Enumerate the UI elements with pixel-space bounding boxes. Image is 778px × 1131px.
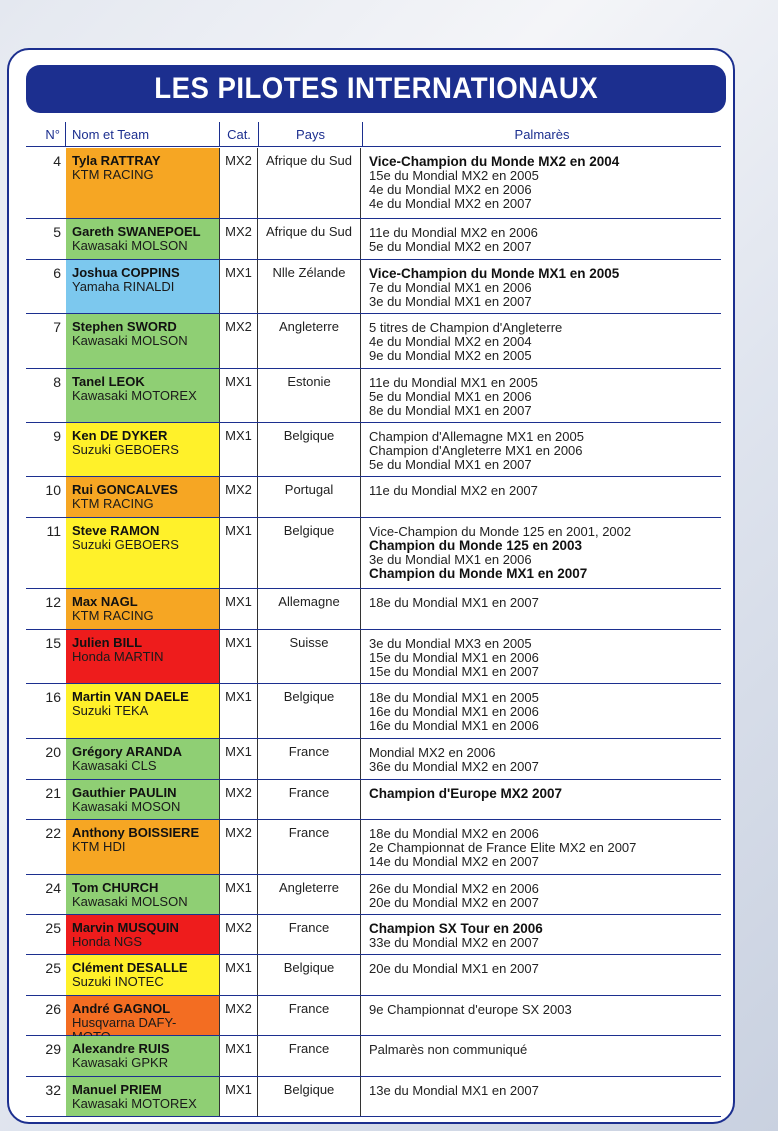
header-num: N° [26, 122, 66, 146]
pilot-number: 7 [53, 319, 61, 335]
pilot-number: 25 [45, 920, 61, 936]
pilot-number: 6 [53, 265, 61, 281]
pilot-country: Belgique [258, 423, 361, 476]
palmares-line: 2e Championnat de France Elite MX2 en 2007 [369, 840, 637, 855]
page-title: LES PILOTES INTERNATIONAUX [154, 72, 598, 105]
palmares-line: Vice-Champion du Monde 125 en 2001, 2002 [369, 524, 632, 539]
palmares-line: 3e du Mondial MX3 en 2005 [369, 636, 532, 651]
palmares-line: 15e du Mondial MX1 en 2007 [369, 664, 539, 679]
pilot-team: Kawasaki MOLSON [72, 333, 188, 348]
pilot-number: 21 [45, 785, 61, 801]
pilot-name: Manuel PRIEM [72, 1082, 162, 1097]
palmares-line: Champion SX Tour en 2006 [369, 921, 543, 936]
pilot-number: 4 [53, 153, 61, 169]
pilot-name-cell [66, 630, 220, 683]
palmares-line: Vice-Champion du Monde MX1 en 2005 [369, 266, 620, 281]
table-row [26, 684, 721, 739]
pilot-country: Nlle Zélande [258, 260, 361, 313]
pilot-category: MX1 [220, 955, 258, 995]
pilot-palmares [361, 996, 721, 1035]
pilot-category: MX1 [220, 1036, 258, 1076]
pilot-palmares [361, 1077, 721, 1116]
pilot-palmares [361, 148, 721, 218]
table-row [26, 875, 721, 915]
palmares-line: 18e du Mondial MX1 en 2005 [369, 690, 539, 705]
pilot-team: Suzuki TEKA [72, 703, 149, 718]
pilot-number: 15 [45, 635, 61, 651]
pilot-number: 16 [45, 689, 61, 705]
pilot-name: Clément DESALLE [72, 960, 188, 975]
pilot-category: MX2 [220, 219, 258, 259]
pilots-table [26, 148, 721, 1117]
pilot-country: Belgique [258, 518, 361, 588]
pilot-number: 25 [45, 960, 61, 976]
pilot-palmares [361, 589, 721, 629]
pilot-name-cell [66, 369, 220, 422]
pilot-name-cell [66, 684, 220, 738]
pilot-category: MX1 [220, 684, 258, 738]
header-cat: Cat. [220, 122, 259, 146]
pilot-team: Kawasaki MOTOREX [72, 1096, 197, 1111]
pilot-name: Tom CHURCH [72, 880, 159, 895]
pilot-category: MX1 [220, 423, 258, 476]
header-name: Nom et Team [66, 122, 220, 146]
table-row [26, 314, 721, 369]
pilot-country: France [258, 739, 361, 779]
table-row [26, 148, 721, 219]
header-palmares: Palmarès [514, 126, 570, 142]
table-row [26, 477, 721, 518]
palmares-line: 4e du Mondial MX2 en 2004 [369, 334, 532, 349]
header-pays: Pays [259, 122, 363, 146]
table-row [26, 820, 721, 875]
pilot-category: MX1 [220, 630, 258, 683]
table-row [26, 423, 721, 477]
pilot-name-cell [66, 875, 220, 914]
table-header [26, 122, 721, 147]
pilot-team: Yamaha RINALDI [72, 279, 175, 294]
pilot-palmares [361, 518, 721, 588]
pilot-name: Ken DE DYKER [72, 428, 168, 443]
pilot-team: Kawasaki MOTOREX [72, 388, 197, 403]
pilot-team: Kawasaki MOSON [72, 799, 181, 814]
table-row [26, 1077, 721, 1117]
pilot-category: MX1 [220, 518, 258, 588]
pilot-country: Angleterre [258, 875, 361, 914]
palmares-line: Champion d'Europe MX2 2007 [369, 786, 563, 801]
pilot-name-cell [66, 314, 220, 368]
palmares-line: Champion du Monde 125 en 2003 [369, 538, 583, 553]
pilot-name: Marvin MUSQUIN [72, 920, 179, 935]
palmares-line: 3e du Mondial MX1 en 2006 [369, 552, 532, 567]
pilot-number: 10 [45, 482, 61, 498]
pilot-country: Afrique du Sud [258, 219, 361, 259]
table-row [26, 1036, 721, 1077]
pilot-number: 12 [45, 594, 61, 610]
palmares-line: Palmarès non communiqué [369, 1042, 528, 1057]
pilot-palmares [361, 955, 721, 995]
pilot-category: MX2 [220, 915, 258, 954]
pilot-team: Suzuki GEBOERS [72, 442, 179, 457]
pilot-category: MX2 [220, 820, 258, 874]
pilot-team: Suzuki GEBOERS [72, 537, 179, 552]
pilot-category: MX1 [220, 875, 258, 914]
pilot-team: KTM RACING [72, 167, 154, 182]
table-row [26, 369, 721, 423]
pilot-name-cell [66, 219, 220, 259]
pilot-name: Julien BILL [72, 635, 143, 650]
pilot-name: Martin VAN DAELE [72, 689, 189, 704]
pilot-country: Allemagne [258, 589, 361, 629]
table-row [26, 589, 721, 630]
table-row [26, 219, 721, 260]
pilot-team: Suzuki INOTEC [72, 974, 164, 989]
palmares-line: 4e du Mondial MX2 en 2007 [369, 196, 532, 211]
pilot-name: Rui GONCALVES [72, 482, 178, 497]
table-row [26, 915, 721, 955]
palmares-line: 4e du Mondial MX2 en 2006 [369, 182, 532, 197]
palmares-line: Mondial MX2 en 2006 [369, 745, 496, 760]
pilot-number: 29 [45, 1041, 61, 1057]
pilot-category: MX1 [220, 369, 258, 422]
pilot-name-cell [66, 820, 220, 874]
pilot-country: Suisse [258, 630, 361, 683]
palmares-line: 9e Championnat d'europe SX 2003 [369, 1002, 572, 1017]
pilot-name: Max NAGL [72, 594, 138, 609]
pilot-category: MX2 [220, 780, 258, 819]
pilot-palmares [361, 684, 721, 738]
pilot-country: Belgique [258, 684, 361, 738]
table-row [26, 955, 721, 996]
pilot-name: Joshua COPPINS [72, 265, 180, 280]
pilot-name-cell [66, 148, 220, 218]
pilot-palmares [361, 369, 721, 422]
pilot-number: 8 [53, 374, 61, 390]
pilot-category: MX1 [220, 1077, 258, 1116]
pilot-palmares [361, 820, 721, 874]
pilot-number: 32 [45, 1082, 61, 1098]
pilot-team: KTM RACING [72, 608, 154, 623]
pilot-country: Angleterre [258, 314, 361, 368]
pilot-country: France [258, 1036, 361, 1076]
palmares-line: 15e du Mondial MX1 en 2006 [369, 650, 539, 665]
pilot-palmares [361, 630, 721, 683]
palmares-line: 5e du Mondial MX1 en 2006 [369, 389, 532, 404]
palmares-line: 16e du Mondial MX1 en 2006 [369, 704, 539, 719]
pilot-country: Belgique [258, 1077, 361, 1116]
pilot-category: MX1 [220, 260, 258, 313]
pilot-name-cell [66, 915, 220, 954]
table-row [26, 780, 721, 820]
pilot-category: MX2 [220, 996, 258, 1035]
palmares-line: 11e du Mondial MX2 en 2006 [369, 225, 538, 240]
pilot-name: Gareth SWANEPOEL [72, 224, 201, 239]
pilot-team: Honda MARTIN [72, 649, 164, 664]
pilot-country: Belgique [258, 955, 361, 995]
pilot-number: 20 [45, 744, 61, 760]
pilot-name-cell [66, 1077, 220, 1116]
drivers-card [7, 48, 735, 1124]
pilot-country: Portugal [258, 477, 361, 517]
pilot-team: Kawasaki CLS [72, 758, 157, 773]
palmares-line: 5e du Mondial MX1 en 2007 [369, 457, 532, 472]
pilot-name: Tanel LEOK [72, 374, 145, 389]
pilot-palmares [361, 915, 721, 954]
pilot-team: Husqvarna DAFY- [72, 1015, 177, 1030]
palmares-line: 3e du Mondial MX1 en 2007 [369, 294, 532, 309]
palmares-line: Champion d'Angleterre MX1 en 2006 [369, 443, 583, 458]
pilot-name: Tyla RATTRAY [72, 153, 161, 168]
pilot-name-cell [66, 423, 220, 476]
palmares-line: 18e du Mondial MX2 en 2006 [369, 826, 539, 841]
palmares-line: 18e du Mondial MX1 en 2007 [369, 595, 539, 610]
pilot-palmares [361, 219, 721, 259]
pilot-team: Kawasaki GPKR [72, 1055, 169, 1070]
pilot-name-cell [66, 955, 220, 995]
pilot-name-cell [66, 589, 220, 629]
pilot-name-cell [66, 996, 220, 1035]
table-row [26, 739, 721, 780]
pilot-country: Estonie [258, 369, 361, 422]
pilot-name-cell [66, 260, 220, 313]
palmares-line: 16e du Mondial MX1 en 2006 [369, 718, 539, 733]
pilot-palmares [361, 477, 721, 517]
palmares-line: 15e du Mondial MX2 en 2005 [369, 168, 539, 183]
pilot-number: 9 [53, 428, 61, 444]
pilot-palmares [361, 1036, 721, 1076]
pilot-country: France [258, 996, 361, 1035]
palmares-line: 8e du Mondial MX1 en 2007 [369, 403, 532, 418]
palmares-line: 20e du Mondial MX2 en 2007 [369, 895, 539, 910]
palmares-line: 11e du Mondial MX2 en 2007 [369, 483, 538, 498]
pilot-name-cell [66, 1036, 220, 1076]
table-row [26, 260, 721, 314]
pilot-palmares [361, 780, 721, 819]
pilot-name: André GAGNOL [72, 1001, 171, 1016]
palmares-line: 20e du Mondial MX1 en 2007 [369, 961, 539, 976]
palmares-line: 5 titres de Champion d'Angleterre [369, 320, 563, 335]
pilot-name: Steve RAMON [72, 523, 160, 538]
pilot-palmares [361, 260, 721, 313]
pilot-country: France [258, 820, 361, 874]
pilot-category: MX1 [220, 739, 258, 779]
pilot-team: Kawasaki MOLSON [72, 894, 188, 909]
pilot-category: MX2 [220, 148, 258, 218]
pilot-team: Honda NGS [72, 934, 143, 949]
palmares-line: 11e du Mondial MX1 en 2005 [369, 375, 538, 390]
pilot-palmares [361, 739, 721, 779]
pilot-country: Afrique du Sud [258, 148, 361, 218]
pilot-number: 26 [45, 1001, 61, 1017]
pilot-name-cell [66, 739, 220, 779]
pilot-name-cell [66, 518, 220, 588]
pilot-name-cell [66, 477, 220, 517]
palmares-line: 7e du Mondial MX1 en 2006 [369, 280, 532, 295]
pilot-name: Gauthier PAULIN [72, 785, 177, 800]
table-row [26, 630, 721, 684]
palmares-line: Vice-Champion du Monde MX2 en 2004 [369, 154, 620, 169]
pilot-name: Anthony BOISSIERE [72, 825, 200, 840]
palmares-line: 13e du Mondial MX1 en 2007 [369, 1083, 539, 1098]
pilot-category: MX2 [220, 477, 258, 517]
palmares-line: 14e du Mondial MX2 en 2007 [369, 854, 539, 869]
pilot-country: France [258, 915, 361, 954]
palmares-line: 36e du Mondial MX2 en 2007 [369, 759, 539, 774]
pilot-number: 11 [46, 523, 61, 539]
pilot-category: MX1 [220, 589, 258, 629]
palmares-line: Champion du Monde MX1 en 2007 [369, 566, 588, 581]
pilot-number: 22 [45, 825, 61, 841]
pilot-number: 24 [45, 880, 61, 896]
table-row [26, 996, 721, 1036]
pilot-name: Alexandre RUIS [72, 1041, 170, 1056]
palmares-line: 33e du Mondial MX2 en 2007 [369, 935, 539, 950]
palmares-line: Champion d'Allemagne MX1 en 2005 [369, 429, 584, 444]
pilot-country: France [258, 780, 361, 819]
title-banner [26, 65, 726, 113]
pilot-number: 5 [53, 224, 61, 240]
pilot-name: Stephen SWORD [72, 319, 177, 334]
pilot-palmares [361, 875, 721, 914]
palmares-line: 9e du Mondial MX2 en 2005 [369, 348, 532, 363]
palmares-line: 26e du Mondial MX2 en 2006 [369, 881, 539, 896]
table-row [26, 518, 721, 589]
pilot-team: Kawasaki MOLSON [72, 238, 188, 253]
palmares-line: 5e du Mondial MX2 en 2007 [369, 239, 532, 254]
pilot-team: KTM RACING [72, 496, 154, 511]
pilot-palmares [361, 423, 721, 476]
pilot-team: KTM HDI [72, 839, 126, 854]
pilot-category: MX2 [220, 314, 258, 368]
pilot-name-cell [66, 780, 220, 819]
pilot-name: Grégory ARANDA [72, 744, 183, 759]
pilot-palmares [361, 314, 721, 368]
